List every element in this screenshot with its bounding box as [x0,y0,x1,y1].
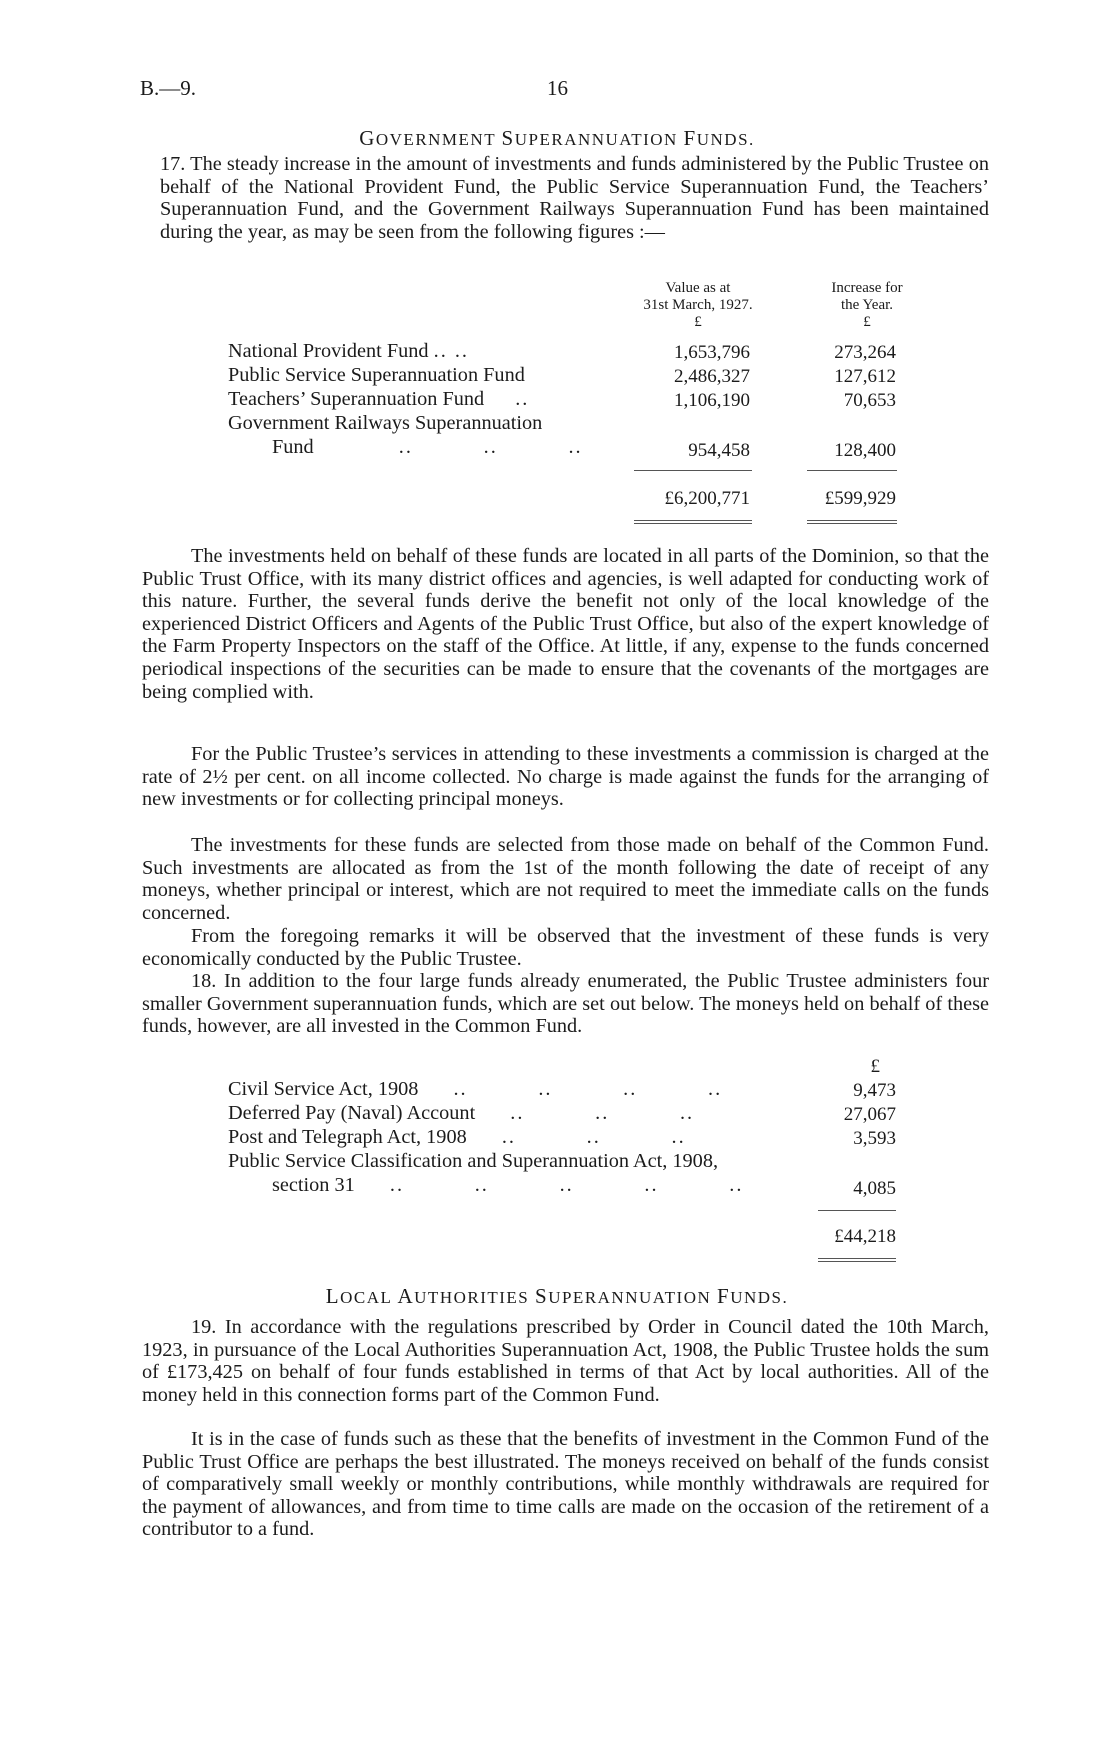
section-heading-government-superannuation: GOVERNMENT SUPERANNUATION FUNDS. [359,126,755,150]
table1-row-value: 954,458 [688,440,750,461]
table1-row-label: Teachers’ Superannuation Fund .. [228,388,530,410]
table1-row-label: National Provident Fund .. .. [228,340,469,362]
document-reference: B.—9. [140,76,197,100]
table1-row-increase: 127,612 [834,366,896,387]
table1-total-increase: £599,929 [824,488,896,509]
table1-row-increase: 128,400 [834,440,896,461]
section-heading-local-authorities: LOCAL AUTHORITIES SUPERANNUATION FUNDS. [325,1284,789,1308]
table2-row-label: Civil Service Act, 1908 .. .. .. .. [228,1078,723,1100]
table2-row-value: 3,593 [853,1128,896,1149]
table2-row-label-cont: section 31 .. .. .. .. .. [272,1174,744,1196]
table2-total: £44,218 [834,1226,896,1247]
table1-row-increase: 273,264 [834,342,896,363]
table2-row-value: 4,085 [853,1178,896,1199]
table1-row-label: Government Railways Superannuation [228,412,543,434]
table1-subtotal-rule [807,470,897,471]
paragraph-benefits-common-fund: It is in the case of funds such as these that the benefits of investment in the Common Fund of the Public Trust Office are perhaps the best illustrated. The moneys received on behalf of the funds consist of comparatively small weekly or monthly contributions, while monthly withdrawals are required for the payment of allowances, and from time to time calls are made on the occasion of the retirement of a contributor to a fund. [142,1428,989,1541]
table2-row-label: Public Service Classification and Superannuation Act, 1908, [228,1150,719,1172]
page-number: 16 [547,76,568,100]
table1-row-label-cont: Fund .. .. .. [272,436,583,458]
paragraph-commission: For the Public Trustee’s services in attending to these investments a commission is charged at the rate of 2½ per cent. on all income collected. No charge is made against the funds for the arranging of new investments or for collecting principal moneys. [142,743,989,811]
table1-row-value: 2,486,327 [674,366,750,387]
paragraph-18-smaller-funds: 18. In addition to the four large funds already enumerated, the Public Trustee administers four smaller Government superannuation funds, which are set out below. The moneys held on behalf of these funds, however, are all invested in the Common Fund. [142,970,989,1038]
paragraph-economical: From the foregoing remarks it will be observed that the investment of these funds is very economically conducted by the Public Trustee. [142,925,989,970]
table2-row-value: 9,473 [853,1080,896,1101]
paragraph-19-local-authorities: 19. In accordance with the regulations prescribed by Order in Council dated the 10th March, 1923, in pursuance of the Local Authorities Superannuation Act, 1908, the Public Trustee holds the sum of £173,425 on behalf of four funds established in terms of that Act by local authorities. All of the money held in this connection forms part of the Common Fund. [142,1316,989,1406]
table1-col-value-head: Value as at 31st March, 1927. £ [643,280,753,330]
table1-row-value: 1,106,190 [674,390,750,411]
table1-total-double-rule [807,520,897,521]
table2-row-label: Post and Telegraph Act, 1908 .. .. .. [228,1126,686,1148]
table1-row-label: Public Service Superannuation Fund [228,364,525,386]
paragraph-investments-located: The investments held on behalf of these funds are located in all parts of the Dominion, so that the Public Trust Office, with its many district offices and agencies, is well adapted for conducting work of this nature. Further, the several funds derive the benefit not only of the local knowledge of the experienced District Officers and Agents of the Public Trust Office, but also of the expert knowledge of the Farm Property Inspectors on the staff of the Office. At little, if any, expense to the funds concerned periodical inspections of the securities can be made to ensure that the covenants of the mortgages are being complied with. [142,545,989,703]
table1-row-value: 1,653,796 [674,342,750,363]
paragraph-common-fund-selection: The investments for these funds are selected from those made on behalf of the Common Fund. Such investments are allocated as from the 1st of the month following the date of receipt of any moneys, whether principal or interest, which are not required to meet the immediate calls on the funds concerned. [142,834,989,924]
table1-row-increase: 70,653 [843,390,896,411]
table2-row-label: Deferred Pay (Naval) Account .. .. .. [228,1102,695,1124]
table2-unit: £ [870,1056,880,1077]
table1-total-value: £6,200,771 [664,488,750,509]
table1-subtotal-rule [634,470,752,471]
table2-row-value: 27,067 [843,1104,896,1125]
table2-subtotal-rule [818,1210,896,1211]
table1-total-double-rule [634,520,752,521]
paragraph-17-intro: 17. The steady increase in the amount of investments and funds administered by the Public Trustee on behalf of the National Provident Fund, the Public Service Superannuation Fund, the Teachers’ Superannuation Fund, and the Government Railways Superannuation Fund has been maintained during the year, as may be seen from the following figures :— [160,153,989,243]
table1-col-increase-head: Increase for the Year. £ [831,280,903,330]
table2-total-double-rule [818,1258,896,1259]
